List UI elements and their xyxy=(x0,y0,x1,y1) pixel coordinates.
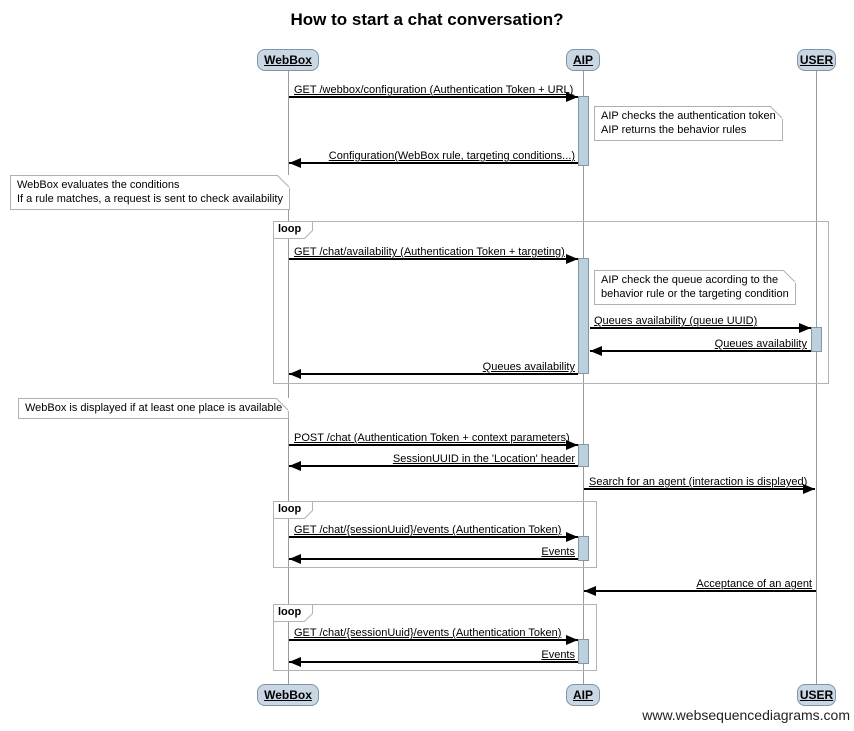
message-arrow xyxy=(590,350,811,352)
arrowhead-left-icon xyxy=(289,554,301,564)
note-text: WebBox is displayed if at least one place is available xyxy=(25,402,283,414)
message-label: Search for an agent (interaction is displayed) xyxy=(589,476,808,488)
message-label: GET /chat/{sessionUuid}/events (Authentication Token) xyxy=(294,627,562,639)
activation-bar-aip xyxy=(578,444,589,467)
actor-aip-top: AIP xyxy=(566,49,600,71)
activation-bar-aip xyxy=(578,536,589,561)
message-arrow xyxy=(584,590,816,592)
arrowhead-right-icon xyxy=(566,635,578,645)
note-webbox-displayed xyxy=(18,398,289,419)
message-label: Queues availability (queue UUID) xyxy=(594,315,758,327)
note-webbox-evaluates xyxy=(10,175,290,210)
loop-label: loop xyxy=(278,223,302,235)
arrowhead-left-icon xyxy=(289,461,301,471)
message-label: POST /chat (Authentication Token + context parameters) xyxy=(294,432,570,444)
message-arrow xyxy=(289,444,578,446)
message-label: Acceptance of an agent xyxy=(696,578,812,590)
note-text: AIP returns the behavior rules xyxy=(601,124,747,136)
arrowhead-right-icon xyxy=(566,92,578,102)
arrowhead-left-icon xyxy=(289,657,301,667)
message-arrow xyxy=(289,536,578,538)
watermark: www.websequencediagrams.com xyxy=(642,707,850,723)
message-label: Events xyxy=(541,546,575,558)
message-label: GET /chat/availability (Authentication Token + targeting) xyxy=(294,246,565,258)
note-aip-checks xyxy=(594,106,783,141)
note-text: If a rule matches, a request is sent to check availability xyxy=(17,193,283,205)
actor-webbox-bottom: WebBox xyxy=(257,684,319,706)
activation-bar-aip xyxy=(578,96,589,166)
arrowhead-left-icon xyxy=(289,369,301,379)
message-arrow xyxy=(289,465,578,467)
activation-bar-aip xyxy=(578,258,589,374)
arrowhead-left-icon xyxy=(590,346,602,356)
activation-bar-user xyxy=(811,327,822,352)
loop-tab xyxy=(273,221,313,239)
arrowhead-right-icon xyxy=(566,532,578,542)
note-aip-queue-check xyxy=(594,270,796,305)
arrowhead-left-icon xyxy=(289,158,301,168)
arrowhead-right-icon xyxy=(566,254,578,264)
message-arrow xyxy=(584,488,815,490)
actor-user-bottom: USER xyxy=(797,684,836,706)
note-text: AIP checks the authentication token xyxy=(601,110,776,122)
note-text: behavior rule or the targeting condition xyxy=(601,288,789,300)
loop-tab xyxy=(273,501,313,519)
message-label: GET /chat/{sessionUuid}/events (Authentication Token) xyxy=(294,524,562,536)
arrowhead-left-icon xyxy=(584,586,596,596)
message-arrow xyxy=(289,162,578,164)
diagram-title: How to start a chat conversation? xyxy=(290,10,564,29)
note-text: AIP check the queue acording to the xyxy=(601,274,779,286)
note-fold-icon xyxy=(783,270,796,283)
note-fold-icon xyxy=(276,398,289,411)
message-arrow xyxy=(590,327,811,329)
arrowhead-right-icon xyxy=(799,323,811,333)
arrowhead-right-icon xyxy=(803,484,815,494)
message-arrow xyxy=(289,258,578,260)
message-label: Queues availability xyxy=(714,338,807,350)
loop-label: loop xyxy=(278,503,302,515)
arrowhead-right-icon xyxy=(566,440,578,450)
message-label: Queues availability xyxy=(482,361,575,373)
message-arrow xyxy=(289,639,578,641)
note-fold-icon xyxy=(277,175,290,188)
actor-webbox-top: WebBox xyxy=(257,49,319,71)
message-label: Events xyxy=(541,649,575,661)
activation-bar-aip xyxy=(578,639,589,664)
message-label: GET /webbox/configuration (Authentication Token + URL) xyxy=(294,84,574,96)
message-label: Configuration(WebBox rule, targeting conditions...) xyxy=(328,150,575,162)
message-arrow xyxy=(289,661,578,663)
message-label: SessionUUID in the 'Location' header xyxy=(392,453,575,465)
message-arrow xyxy=(289,558,578,560)
note-fold-icon xyxy=(770,106,783,119)
message-arrow xyxy=(289,373,578,375)
actor-user-top: USER xyxy=(797,49,836,71)
loop-label: loop xyxy=(278,606,302,618)
message-arrow xyxy=(289,96,578,98)
note-text: WebBox evaluates the conditions xyxy=(17,179,180,191)
loop-tab xyxy=(273,604,313,622)
actor-aip-bottom: AIP xyxy=(566,684,600,706)
